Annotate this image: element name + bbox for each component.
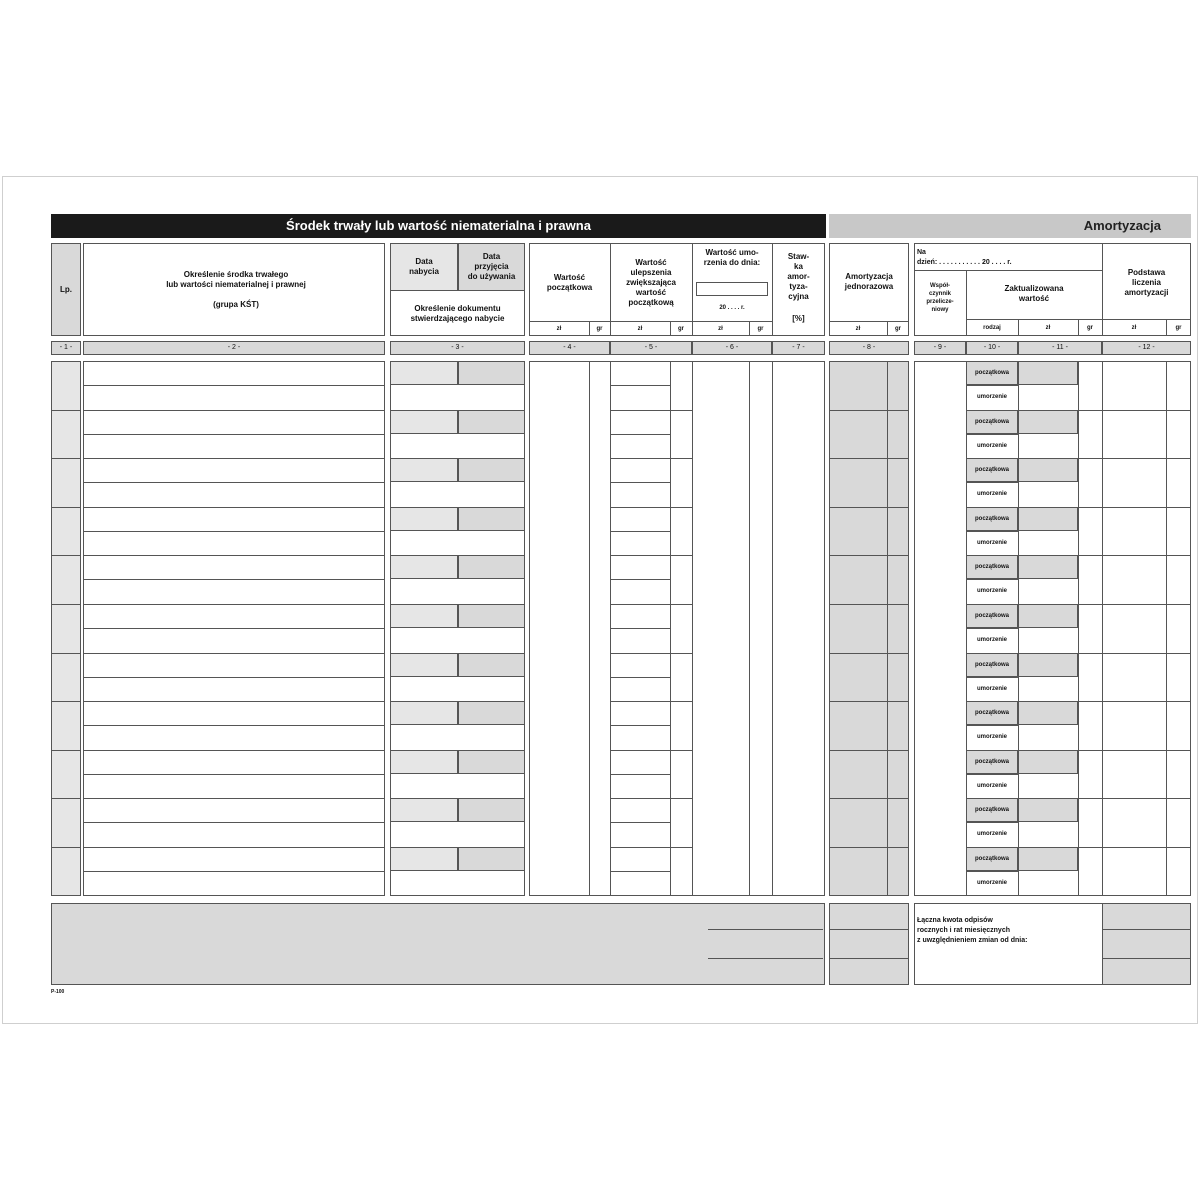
rule-line <box>83 385 385 386</box>
rule-line <box>83 871 385 872</box>
rule-line <box>1102 929 1191 930</box>
updated-value-cell[interactable] <box>1018 507 1078 531</box>
rule-line <box>83 725 385 726</box>
rule-line <box>51 604 81 605</box>
unit-label-gr: gr <box>596 325 603 332</box>
unit-label-gr: gr <box>678 325 684 332</box>
rule-line <box>51 410 81 411</box>
commissioning-date-cell[interactable] <box>458 847 525 871</box>
updated-value-cell[interactable] <box>1018 555 1078 579</box>
rule-line <box>829 653 909 654</box>
updated-value-cell[interactable] <box>1018 361 1078 385</box>
acquisition-date-cell[interactable] <box>390 361 458 385</box>
column-number-11: - 11 - <box>1018 341 1102 355</box>
updated-value-cell[interactable] <box>1018 847 1078 871</box>
updated-value-cell[interactable] <box>1018 701 1078 725</box>
rule-line <box>83 555 385 556</box>
rule-line <box>829 847 909 848</box>
rule-line <box>1102 361 1103 896</box>
row-label-initial: początkowa <box>974 856 1009 862</box>
row-label-initial: początkowa <box>974 467 1009 473</box>
description-header-label: Określenie środka trwałego lub wartości niematerialnej i prawnej (grupa KŚT) <box>166 269 306 309</box>
unit-label-zl: zł <box>1131 324 1137 331</box>
rule-line <box>83 847 385 848</box>
row-label-initial: początkowa <box>974 613 1009 619</box>
column-number-10: - 10 - <box>966 341 1018 355</box>
acquisition-date-cell[interactable] <box>390 507 458 531</box>
rule-line <box>829 507 909 508</box>
rule-line <box>83 482 385 483</box>
rule-line <box>610 653 692 654</box>
commissioning-date-cell[interactable] <box>458 701 525 725</box>
rule-line <box>610 434 670 435</box>
rule-line <box>610 847 692 848</box>
one-off-amortization-label: Amortyzacja jednorazowa <box>844 272 894 291</box>
rule-line <box>749 361 750 896</box>
rule-line <box>829 929 909 930</box>
row-label-depreciation: umorzenie <box>976 880 1007 886</box>
column-number-1: - 1 - <box>51 341 81 355</box>
rule-line <box>51 555 81 556</box>
row-label-initial: początkowa <box>974 516 1009 522</box>
unit-label-zl: zł <box>556 325 562 332</box>
rule-line <box>610 410 692 411</box>
row-label-depreciation: umorzenie <box>976 394 1007 400</box>
footer-amort-block <box>829 903 909 985</box>
asset-register-form <box>3 177 1197 1023</box>
column-number-5: - 5 - <box>610 341 692 355</box>
form-code: P-100 <box>51 989 65 995</box>
row-label-depreciation: umorzenie <box>976 831 1007 837</box>
depreciation-value-label: Wartość umo- rzenia do dnia: <box>703 248 761 267</box>
column-number-4: - 4 - <box>529 341 610 355</box>
rule-line <box>708 929 823 930</box>
one-off-column <box>829 361 909 896</box>
commissioning-date-cell[interactable] <box>458 604 525 628</box>
column-number-7: - 7 - <box>772 341 825 355</box>
rule-line <box>51 701 81 702</box>
commissioning-date-cell[interactable] <box>458 458 525 482</box>
rule-line <box>610 458 692 459</box>
form-sheet <box>2 176 1198 1024</box>
rule-line <box>829 555 909 556</box>
row-label-depreciation: umorzenie <box>976 588 1007 594</box>
rule-line <box>1102 958 1191 959</box>
rule-line <box>610 555 692 556</box>
rule-line <box>610 628 670 629</box>
rule-line <box>829 750 909 751</box>
rule-line <box>51 458 81 459</box>
acquisition-date-cell[interactable] <box>390 604 458 628</box>
rule-line <box>772 361 773 896</box>
rule-line <box>829 410 909 411</box>
commissioning-date-cell[interactable] <box>458 555 525 579</box>
row-label-initial: początkowa <box>974 759 1009 765</box>
rule-line <box>83 798 385 799</box>
rule-line <box>610 798 692 799</box>
rule-line <box>51 847 81 848</box>
column-number-9: - 9 - <box>914 341 966 355</box>
row-label-depreciation: umorzenie <box>976 540 1007 546</box>
rule-line <box>610 677 670 678</box>
rate-label: Staw- ka amor- tyza- cyjna <box>787 252 810 301</box>
commissioning-date-cell[interactable] <box>458 507 525 531</box>
rule-line <box>887 361 888 896</box>
improvement-value-label: Wartość ulepszenia zwiększająca wartość początkową <box>626 258 676 307</box>
row-label-initial: początkowa <box>974 564 1009 570</box>
depreciation-date-label: 20 . . . . r. <box>719 305 745 311</box>
updated-value-cell[interactable] <box>1018 750 1078 774</box>
commissioning-date-cell[interactable] <box>458 410 525 434</box>
rule-line <box>83 774 385 775</box>
rule-line <box>829 798 909 799</box>
acquisition-date-cell[interactable] <box>390 410 458 434</box>
rule-line <box>83 822 385 823</box>
updated-value-cell[interactable] <box>1018 604 1078 628</box>
rule-line <box>610 725 670 726</box>
depreciation-date-field[interactable] <box>696 282 768 296</box>
rule-line <box>829 701 909 702</box>
acquisition-date-label: Data nabycia <box>409 257 439 276</box>
rule-line <box>83 653 385 654</box>
column-number-2: - 2 - <box>83 341 385 355</box>
row-label-depreciation: umorzenie <box>976 734 1007 740</box>
acquisition-date-cell[interactable] <box>390 701 458 725</box>
initial-value-label: Wartość początkowa <box>546 273 593 292</box>
commissioning-date-label: Data przyjęcia do używania <box>467 252 516 281</box>
acquisition-date-cell[interactable] <box>390 653 458 677</box>
rule-line <box>610 507 692 508</box>
footer-total-values <box>1102 903 1191 985</box>
coefficient-label: Współ- czynnik przelicze- niowy <box>926 283 954 313</box>
amortization-title: Amortyzacja <box>829 214 1191 238</box>
rule-line <box>610 822 670 823</box>
updated-value-cell[interactable] <box>1018 798 1078 822</box>
row-label-depreciation: umorzenie <box>976 783 1007 789</box>
updated-value-label: Zaktualizowana wartość <box>1004 284 1064 303</box>
rule-line <box>829 604 909 605</box>
rule-line <box>51 750 81 751</box>
row-label-depreciation: umorzenie <box>976 443 1007 449</box>
rule-line <box>83 701 385 702</box>
rule-line <box>83 458 385 459</box>
row-label-initial: początkowa <box>974 662 1009 668</box>
acquisition-date-cell[interactable] <box>390 750 458 774</box>
rule-line <box>610 871 670 872</box>
rule-line <box>589 361 590 896</box>
rule-line <box>83 434 385 435</box>
lp-column <box>51 361 81 896</box>
rule-line <box>83 579 385 580</box>
unit-label-zl: zł <box>855 325 861 332</box>
rule-line <box>670 361 671 896</box>
rule-line <box>610 604 692 605</box>
type-label: rodzaj <box>983 324 1001 331</box>
row-label-initial: początkowa <box>974 419 1009 425</box>
rule-line <box>83 410 385 411</box>
acquisition-date-cell[interactable] <box>390 847 458 871</box>
rule-line <box>1166 361 1167 896</box>
row-label-depreciation: umorzenie <box>976 491 1007 497</box>
rule-line <box>51 653 81 654</box>
rule-line <box>610 750 692 751</box>
unit-label-zl: zł <box>1045 324 1051 331</box>
commissioning-date-cell[interactable] <box>458 361 525 385</box>
rule-line <box>610 385 670 386</box>
revaluation-date-label: Na dzień: . . . . . . . . . . . 20 . . . . r. <box>917 249 1012 266</box>
amortization-base-label: Podstawa liczenia amortyzacji <box>1124 268 1169 297</box>
acquisition-date-cell[interactable] <box>390 798 458 822</box>
acquisition-date-cell[interactable] <box>390 555 458 579</box>
column-number-12: - 12 - <box>1102 341 1191 355</box>
updated-value-cell[interactable] <box>1018 653 1078 677</box>
rule-line <box>829 958 909 959</box>
unit-label-zl: zł <box>637 325 643 332</box>
unit-label-gr: gr <box>1087 324 1093 331</box>
commissioning-date-cell[interactable] <box>458 798 525 822</box>
commissioning-date-cell[interactable] <box>458 750 525 774</box>
row-label-initial: początkowa <box>974 807 1009 813</box>
acquisition-date-cell[interactable] <box>390 458 458 482</box>
rule-line <box>83 750 385 751</box>
row-label-initial: początkowa <box>974 370 1009 376</box>
row-label-depreciation: umorzenie <box>976 686 1007 692</box>
unit-label-gr: gr <box>757 325 764 332</box>
rule-line <box>83 604 385 605</box>
rule-line <box>51 798 81 799</box>
form-title: Środek trwały lub wartość niematerialna i prawna <box>51 214 826 238</box>
unit-label-zl: zł <box>718 325 723 332</box>
updated-value-cell[interactable] <box>1018 410 1078 434</box>
row-label-initial: początkowa <box>974 710 1009 716</box>
unit-label-gr: gr <box>1175 324 1182 331</box>
column-number-3: - 3 - <box>390 341 525 355</box>
values-column <box>529 361 825 896</box>
rule-line <box>829 458 909 459</box>
rule-line <box>83 677 385 678</box>
rule-line <box>1078 361 1079 896</box>
document-header-label: Określenie dokumentu stwierdzającego nabycie <box>410 303 505 323</box>
rate-unit-label: [%] <box>792 314 805 323</box>
rule-line <box>610 774 670 775</box>
rule-line <box>51 507 81 508</box>
rule-line <box>708 958 823 959</box>
column-number-6: - 6 - <box>692 341 772 355</box>
rule-line <box>610 701 692 702</box>
rule-line <box>692 361 693 896</box>
row-label-depreciation: umorzenie <box>976 637 1007 643</box>
rule-line <box>610 579 670 580</box>
column-number-8: - 8 - <box>829 341 909 355</box>
updated-value-cell[interactable] <box>1018 458 1078 482</box>
lp-header-label: Lp. <box>60 284 72 294</box>
footer-total-label: Łączna kwota odpisów rocznych i rat miesięcznych z uwzględnieniem zmian od dnia: <box>917 917 1028 944</box>
rule-line <box>83 531 385 532</box>
rule-line <box>610 531 670 532</box>
rule-line <box>83 507 385 508</box>
rule-line <box>610 482 670 483</box>
commissioning-date-cell[interactable] <box>458 653 525 677</box>
footer-summary-block <box>51 903 825 985</box>
unit-label-gr: gr <box>895 325 901 332</box>
rule-line <box>83 628 385 629</box>
